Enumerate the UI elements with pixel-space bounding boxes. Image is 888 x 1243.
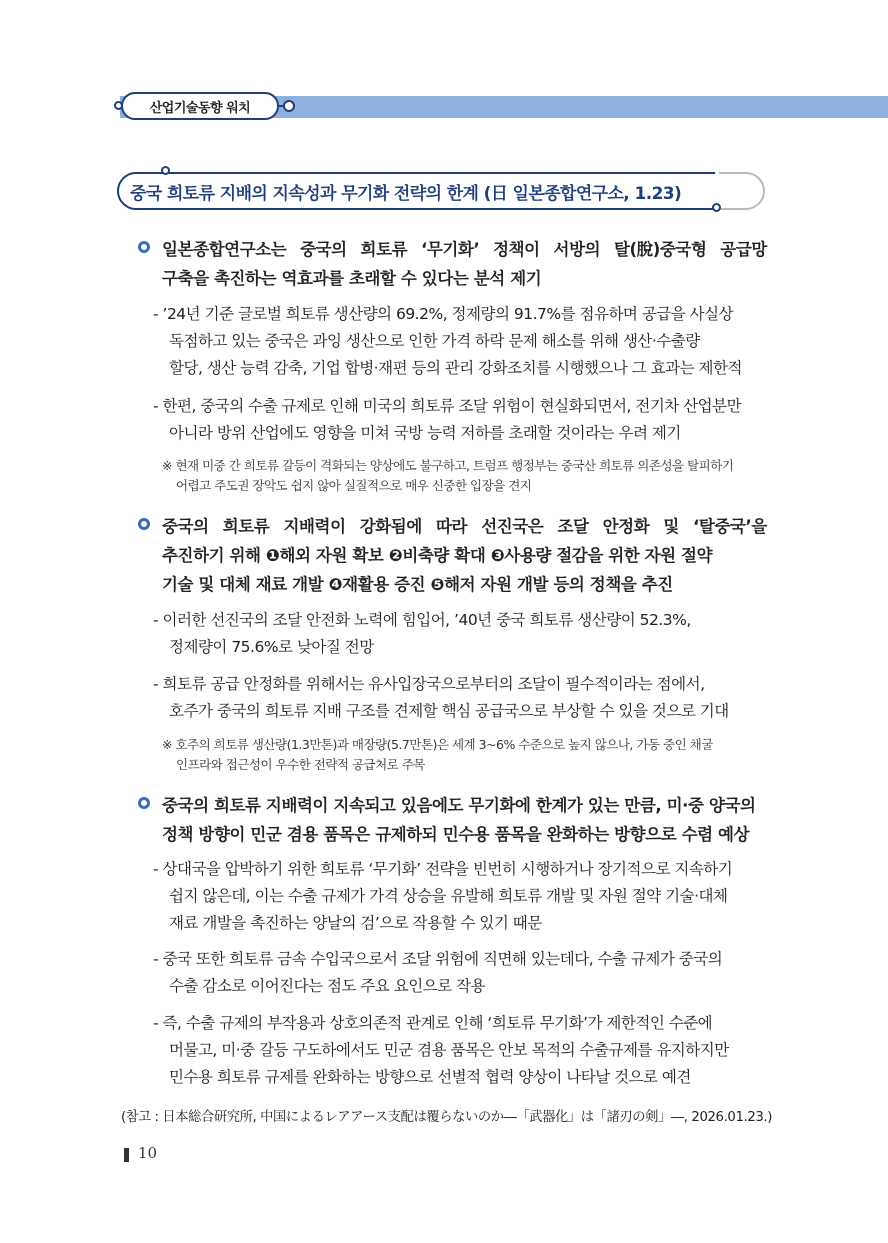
dash-1-2-line-2: 아니라 방위 산업에도 영향을 미쳐 국방 능력 저하를 초래할 것이라는 우려 제기	[169, 424, 681, 442]
page-number: 10	[138, 1144, 158, 1162]
section-1-line-1: 일본종합연구소는 중국의 희토류 ‘무기화’ 정책이 서방의 탈(脫)중국형 공급망	[162, 240, 767, 259]
dash-3-1-line-2: 쉽지 않은데, 이는 수출 규제가 가격 상승을 유발해 희토류 개발 및 자원 절약 기술·대체	[169, 887, 728, 905]
note-2-line-1: ※ 호주의 희토류 생산량(1.3만톤)과 매장량(5.7만톤)은 세계 3~6% 수준으로 높지 않으나, 가동 중인 채굴	[162, 737, 713, 752]
page-number-marker	[124, 1148, 129, 1162]
header-dot-right	[283, 100, 295, 112]
title-dot-top	[161, 166, 170, 175]
note-1-line-1: ※ 현재 미중 간 희토류 갈등이 격화되는 양상에도 불구하고, 트럼프 행정부는 중국산 희토류 의존성을 탈피하기	[162, 458, 734, 473]
dash-3-3-line-1: - 즉, 수출 규제의 부작용과 상호의존적 관계로 인해 ‘희토류 무기화’가 제한적인 수준에	[153, 1014, 713, 1032]
section-3-line-2: 정책 방향이 민군 겸용 품목은 규제하되 민수용 품목을 완화하는 방향으로 수렴 예상	[162, 825, 750, 844]
reference-citation: (참고 : 日本総合研究所, 中国によるレアアース支配は覆らないのか―「武器化」は「諸刃の剣」―, 2026.01.23.)	[121, 1109, 773, 1125]
dash-3-2-line-2: 수출 감소로 이어진다는 점도 주요 요인으로 작용	[169, 977, 486, 995]
section-2-line-2: 추진하기 위해 ❶해외 자원 확보 ❷비축량 확대 ❸사용량 절감을 위한 자원 절약	[162, 546, 713, 565]
note-2-line-2: 인프라와 접근성이 우수한 전략적 공급처로 주목	[176, 757, 425, 772]
dash-3-1-line-3: 재료 개발을 촉진하는 양날의 검’으로 작용할 수 있기 때문	[169, 914, 542, 932]
bullet-icon	[138, 518, 150, 530]
dash-3-3-line-2: 머물고, 미·중 갈등 구도하에서도 민군 겸용 품목은 안보 목적의 수출규제를 유지하지만	[169, 1041, 729, 1059]
dash-1-1-line-1: - ’24년 기준 글로벌 희토류 생산량의 69.2%, 정제량의 91.7%를 점유하며 공급을 사실상	[153, 305, 734, 323]
dash-3-2-line-1: - 중국 또한 희토류 금속 수입국으로서 조달 위험에 직면해 있는데다, 수출 규제가 중국의	[153, 950, 723, 968]
dash-2-1-line-2: 정제량이 75.6%로 낮아질 전망	[169, 638, 374, 656]
dash-2-2-line-2: 호주가 중국의 희토류 지배 구조를 견제할 핵심 공급국으로 부상할 수 있을 것으로 기대	[169, 702, 729, 720]
dash-2-2-line-1: - 희토류 공급 안정화를 위해서는 유사입장국으로부터의 조달이 필수적이라는 점에서,	[153, 675, 705, 693]
dash-3-3-line-3: 민수용 희토류 규제를 완화하는 방향으로 선별적 협력 양상이 나타날 것으로 예견	[169, 1068, 691, 1086]
dash-1-1-line-3: 할당, 생산 능력 감축, 기업 합병·재편 등의 관리 강화조치를 시행했으나 그 효과는 제한적	[169, 359, 742, 377]
section-2-line-3: 기술 및 대체 재료 개발 ❹재활용 증진 ❺해저 자원 개발 등의 정책을 추진	[162, 575, 673, 594]
section-3-line-1: 중국의 희토류 지배력이 지속되고 있음에도 무기화에 한계가 있는 만큼, 미·중 양국의	[162, 796, 756, 815]
section-2-line-1: 중국의 희토류 지배력이 강화됨에 따라 선진국은 조달 안정화 및 ‘탈중국’을	[162, 517, 767, 536]
dash-1-2-line-1: - 한편, 중국의 수출 규제로 인해 미국의 희토류 조달 위험이 현실화되면서, 전기차 산업분만	[153, 397, 742, 415]
dash-2-1-line-1: - 이러한 선진국의 조달 안전화 노력에 힘입어, ’40년 중국 희토류 생산량이 52.3%,	[153, 611, 691, 629]
note-1-line-2: 어렵고 주도권 장악도 쉽지 않아 실질적으로 매우 신중한 입장을 견지	[176, 478, 532, 493]
dash-1-1-line-2: 독점하고 있는 중국은 과잉 생산으로 인한 가격 하락 문제 해소를 위해 생산·수출량	[169, 332, 700, 350]
dash-3-1-line-1: - 상대국을 압박하기 위한 희토류 ‘무기화’ 전략을 빈번히 시행하거나 장기적으로 지속하기	[153, 860, 733, 878]
bullet-icon	[138, 797, 150, 809]
section-label: 산업기술동향 워치	[121, 92, 279, 120]
section-1-line-2: 구축을 촉진하는 역효과를 초래할 수 있다는 분석 제기	[162, 269, 542, 288]
page-title: 중국 희토류 지배의 지속성과 무기화 전략의 한계 (日 일본종합연구소, 1.23)	[130, 183, 682, 204]
bullet-icon	[138, 241, 150, 253]
